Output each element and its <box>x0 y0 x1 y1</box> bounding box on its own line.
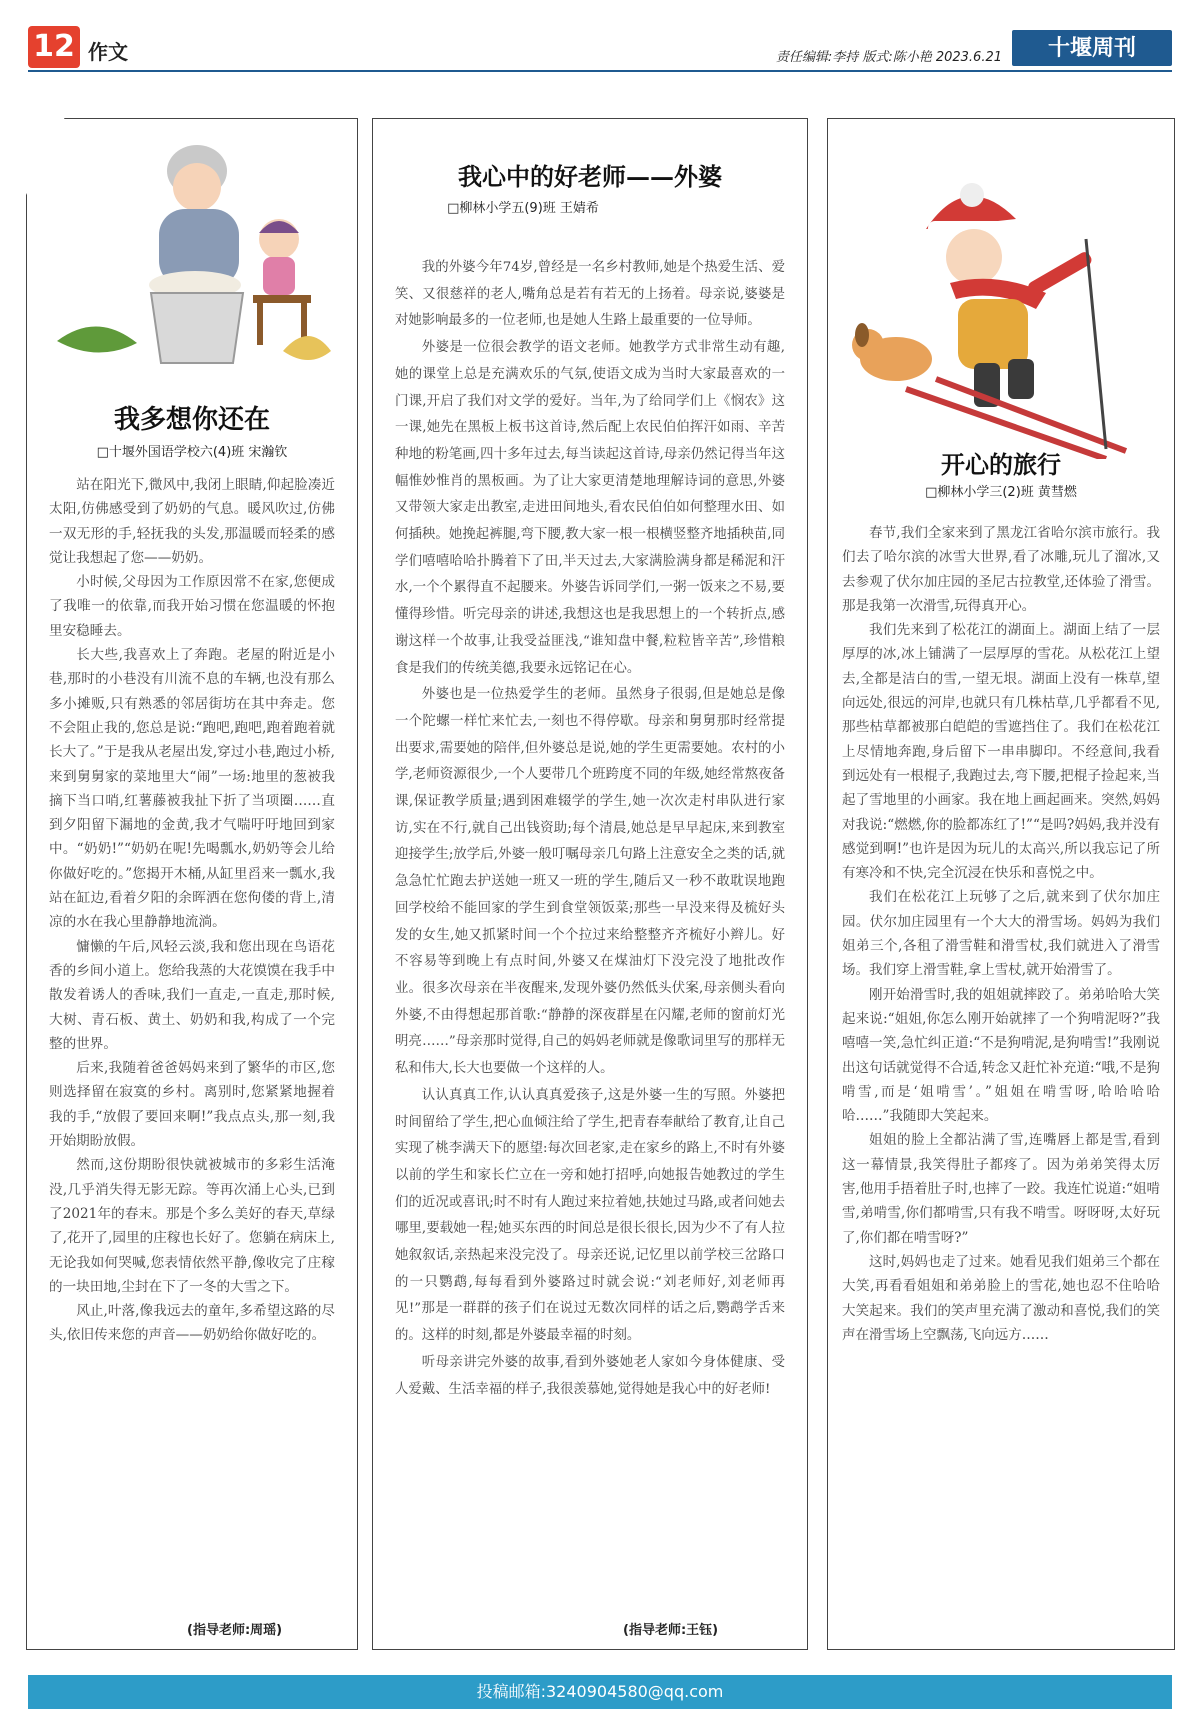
article-1-paragraph: 小时候,父母因为工作原因常不在家,您便成了我唯一的依靠,而我开始习惯在您温暖的怀抱里安稳睡去。 <box>49 574 335 639</box>
article-1-paragraph: 风止,叶落,像我远去的童年,多希望这路的尽头,依旧传来您的声音——奶奶给你做好吃的。 <box>49 1303 335 1344</box>
page-header <box>28 26 1172 70</box>
page-number: 12 <box>28 26 80 68</box>
article-1-title: 我多想你还在 <box>113 405 270 435</box>
article-2-paragraph: 外婆是一位很会教学的语文老师。她教学方式非常生动有趣,她的课堂上总是充满欢乐的气氛,使语文成为当时大家最喜欢的一门课,开启了我们对文学的爱好。当年,为了给同学们上《悯农》这一课,她先在黑板上板书这首诗,然后配上农民伯伯挥汗如雨、辛苦种地的粉笔画,四十多年过去,每当读起这首诗,母亲仍然记得当年这幅惟妙惟肖的黑板画。为了让大家更清楚地理解诗词的意思,外婆又带领大家走出教室,走进田间地头,看农民伯伯如何整理水田、如何插秧。她挽起裤腿,弯下腰,教大家一根一根横竖整齐地插秧苗,同学们嘻嘻哈哈扑腾着下了田,半天过去,大家满脸满身都是稀泥和汗水,一个个累得直不起腰来。外婆告诉同学们,一粥一饭来之不易,要懂得珍惜。听完母亲的讲述,我想这也是我思想上的一个转折点,感谢这样一个故事,让我受益匪浅,“谁知盘中餐,粒粒皆辛苦”,珍惜粮食是我们的传统美德,我要永远铭记在心。 <box>395 340 785 676</box>
article-column-3 <box>827 118 1175 1650</box>
article-3-paragraph: 我们先来到了松花江的湖面上。湖面上结了一层厚厚的冰,冰上铺满了一层厚厚的雪花。从松花江上望去,全都是洁白的雪,一望无垠。湖面上没有一株草,望向远处,很远的河岸,也就只有几株枯草,几乎都看不见,那些枯草都被那白皑皑的雪遮挡住了。我们在松花江上尽情地奔跑,身后留下一串串脚印。不经意间,我看到远处有一根棍子,我跑过去,弯下腰,把棍子捡起来,当起了雪地里的小画家。我在地上画起画来。突然,妈妈对我说:“燃燃,你的脸都冻红了!”“是吗?妈妈,我并没有感觉到啊!”也许是因为玩儿的太高兴,所以我忘记了所有寒冷和不快,完全沉浸在快乐和喜悦之中。 <box>842 622 1160 882</box>
article-3-paragraph: 我们在松花江上玩够了之后,就来到了伏尔加庄园。伏尔加庄园里有一个大大的滑雪场。妈妈为我们姐弟三个,各租了滑雪鞋和滑雪杖,我们就进入了滑雪场。我们穿上滑雪鞋,拿上雪杖,就开始滑雪了。 <box>842 889 1160 979</box>
article-1-paragraph: 慵懒的午后,风轻云淡,我和您出现在鸟语花香的乡间小道上。您给我蒸的大花馍馍在我手中散发着诱人的香味,我们一直走,一直走,那时候,大树、青石板、黄土、奶奶和我,构成了一个完整的世界。 <box>49 938 335 1052</box>
article-3-title: 开心的旅行 <box>941 450 1061 479</box>
submission-footer <box>28 1675 1172 1709</box>
article-3-paragraph: 刚开始滑雪时,我的姐姐就摔跤了。弟弟哈哈大笑起来说:“姐姐,你怎么刚开始就摔了一个狗啃泥呀?”我嘻嘻一笑,急忙纠正道:“不是狗啃泥,是狗啃雪!”我刚说出这句话就觉得不合适,转念又赶忙补充道:“哦,不是狗啃雪,而是‘姐啃雪’。”姐姐在啃雪呀,哈哈哈哈哈……”我随即大笑起来。 <box>842 986 1160 1125</box>
article-2-paragraph: 认认真真工作,认认真真爱孩子,这是外婆一生的写照。外婆把时间留给了学生,把心血倾注给了学生,把青春奉献给了教育,让自己实现了桃李满天下的愿望:每次回老家,走在家乡的路上,不时有外婆以前的学生和家长伫立在一旁和她打招呼,向她报告她教过的学生们的近况或喜讯;时不时有人跑过来拉着她,扶她过马路,或者问她去哪里,要载她一程;她买东西的时间总是很长很长,因为少不了有人拉她叙叙话,亲热起来没完没了。母亲还说,记忆里以前学校三岔路口的一只鹦鹉,每每看到外婆路过时就会说:“刘老师好,刘老师再见!”那是一群群的孩子们在说过无数次同样的话之后,鹦鹉学舌来的。这样的时刻,都是外婆最幸福的时刻。 <box>395 1087 785 1344</box>
article-1-paragraph: 长大些,我喜欢上了奔跑。老屋的附近是小巷,那时的小巷没有川流不息的车辆,也没有那么多小摊贩,只有熟悉的邻居街坊在其中奔走。您不会阻止我的,您总是说:“跑吧,跑吧,跑着跑着就长大了。”于是我从老屋出发,穿过小巷,跑过小桥,来到舅舅家的菜地里大“闹”一场:地里的葱被我摘下当口哨,红薯藤被我扯下折了当项圈……直到夕阳留下漏地的金黄,我才气喘吁吁地回到家中。“奶奶!”“奶奶在呢!先喝瓢水,奶奶等会儿给你做好吃的。”您揭开木桶,从缸里舀来一瓢水,我站在缸边,看着夕阳的余晖洒在您佝偻的背上,清凉的水在我心里静静地流淌。 <box>49 647 335 931</box>
article-2-paragraph: 听母亲讲完外婆的故事,看到外婆她老人家如今身体健康、受人爱戴、生活幸福的样子,我很羡慕她,觉得她是我心中的好老师! <box>395 1354 785 1397</box>
article-1-paragraph: 站在阳光下,微风中,我闭上眼睛,仰起脸凑近太阳,仿佛感受到了奶奶的气息。暖风吹过,仿佛一双无形的手,轻抚我的头发,那温暖而轻柔的感觉让我想起了您——奶奶。 <box>49 477 335 566</box>
article-2-byline: □柳林小学五(9)班 王婧希 <box>447 201 599 216</box>
article-1-body <box>49 473 335 1348</box>
article-1-guide-teacher: (指导老师:周瑶) <box>187 1623 283 1638</box>
article-1-byline: □十堰外国语学校六(4)班 宋瀚钦 <box>96 445 288 460</box>
skier-illustration <box>846 159 1146 459</box>
grandma-illustration <box>47 125 337 375</box>
article-2-body <box>395 255 785 1403</box>
article-column-2 <box>372 118 808 1650</box>
section-title: 作文 <box>88 40 128 64</box>
article-2-paragraph: 我的外婆今年74岁,曾经是一名乡村教师,她是个热爱生活、爱笑、又很慈祥的老人,嘴角总是若有若无的上扬着。母亲说,婆婆是对她影响最多的一位老师,也是她人生路上最重要的一位导师。 <box>395 260 785 329</box>
article-3-body <box>842 521 1160 1347</box>
submission-email: 投稿邮箱:3240904580@qq.com <box>476 1682 724 1701</box>
header-rule <box>28 70 1172 72</box>
article-2-title: 我心中的好老师——外婆 <box>458 162 722 191</box>
article-3-paragraph: 春节,我们全家来到了黑龙江省哈尔滨市旅行。我们去了哈尔滨的冰雪大世界,看了冰雕,玩儿了溜冰,又去参观了伏尔加庄园的圣尼古拉教堂,还体验了滑雪。那是我第一次滑雪,玩得真开心。 <box>842 525 1160 614</box>
article-2-guide-teacher: (指导老师:王钰) <box>623 1623 719 1638</box>
article-3-paragraph: 这时,妈妈也走了过来。她看见我们姐弟三个都在大笑,再看看姐姐和弟弟脸上的雪花,她也忍不住哈哈大笑起来。我们的笑声里充满了激动和喜悦,我们的笑声在滑雪场上空飘荡,飞向远方…… <box>842 1253 1160 1343</box>
article-column-1 <box>26 118 358 1650</box>
article-1-paragraph: 后来,我随着爸爸妈妈来到了繁华的市区,您则选择留在寂寞的乡村。离别时,您紧紧地握着我的手,“放假了要回来啊!”我点点头,那一刻,我开始期盼放假。 <box>49 1060 335 1150</box>
newspaper-logo: 十堰周刊 <box>1012 30 1172 66</box>
article-1-paragraph: 然而,这份期盼很快就被城市的多彩生活淹没,几乎消失得无影无踪。等再次涌上心头,已到了2021年的春末。那是个多么美好的春天,草绿了,花开了,园里的庄稼也长好了。您躺在病床上,无论我如何哭喊,您表情依然平静,像收完了庄稼的一块田地,尘封在下了一冬的大雪之下。 <box>49 1157 335 1295</box>
article-2-paragraph: 外婆也是一位热爱学生的老师。虽然身子很弱,但是她总是像一个陀螺一样忙来忙去,一刻也不得停歇。母亲和舅舅那时经常提出要求,需要她的陪伴,但外婆总是说,她的学生更需要她。农村的小学,老师资源很少,一个人要带几个班跨度不同的年级,她经常熬夜备课,保证教学质量;遇到困难辍学的学生,她一次次走村串队进行家访,实在不行,就自己出钱资助;每个清晨,她总是早早起床,来到教室迎接学生;放学后,外婆一般叮嘱母亲几句路上注意安全之类的话,就急急忙忙跑去护送她一班又一班的学生,随后又一秒不敢耽误地跑回学校给不能回家的学生到食堂领饭菜;那些一早没来得及梳好头发的女生,她又抓紧时间一个个拉过来给整整齐齐梳好小辫儿。好不容易等到晚上有点时间,外婆又在煤油灯下没完没了地批改作业。很多次母亲在半夜醒来,发现外婆仍然低头伏案,母亲侧头看向外婆,不由得想起那首歌:“静静的深夜群星在闪耀,老师的窗前灯光明亮……”母亲那时觉得,自己的妈妈老师就是像歌词里写的那样无私和伟大,长大也要做一个这样的人。 <box>395 687 785 1077</box>
editor-credits: 责任编辑:李持 版式:陈小艳 2023.6.21 <box>775 50 1002 65</box>
article-3-byline: □柳林小学三(2)班 黄彗燃 <box>925 485 1077 500</box>
article-3-paragraph: 姐姐的脸上全都沾满了雪,连嘴唇上都是雪,看到这一幕情景,我笑得肚子都疼了。因为弟弟笑得太厉害,他用手捂着肚子时,也摔了一跤。我连忙说道:“姐啃雪,弟啃雪,你们都啃雪,只有我不啃雪。呀呀呀,太好玩了,你们都在啃雪呀?” <box>842 1132 1160 1246</box>
